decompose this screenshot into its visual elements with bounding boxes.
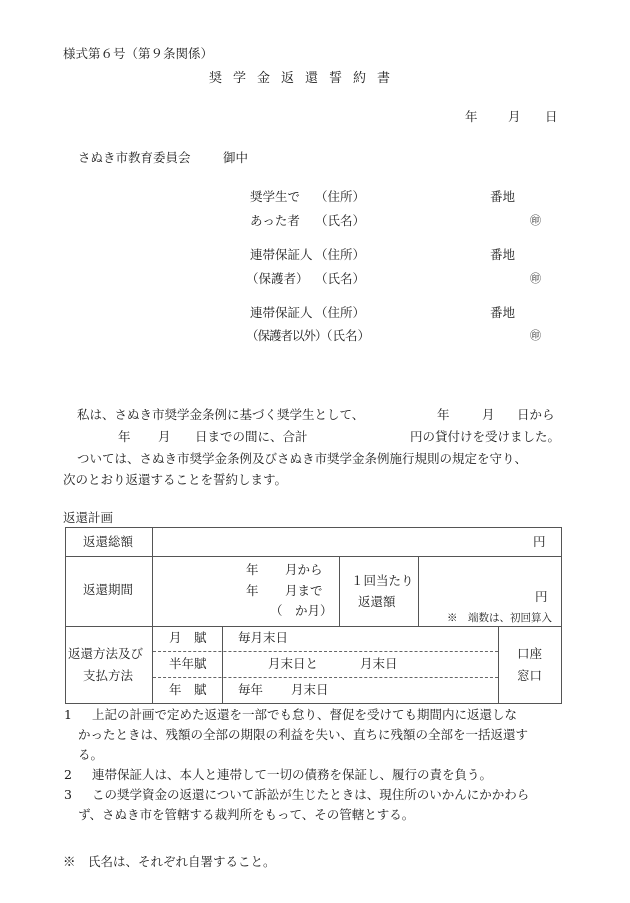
table-border-right <box>561 527 562 704</box>
date-day-label: 日 <box>545 109 558 124</box>
name-label: （氏名） <box>320 328 371 343</box>
freq-semiannual: 半年賦 <box>169 656 207 671</box>
body-line-4: 次のとおり返還することを誓約します。 <box>63 472 288 487</box>
channel-counter: 窓口 <box>517 668 543 683</box>
body-line-2-month: 月 <box>158 429 171 444</box>
clause-1-line-1: 上記の計画で定めた返還を一部でも怠り、督促を受けても期間内に返還しな <box>92 707 518 722</box>
schedule-annual-a: 毎年 <box>238 682 264 697</box>
period-from-month: 月から <box>285 562 323 577</box>
footnote: ※ 氏名は、それぞれ自署すること。 <box>63 854 276 869</box>
role-label-2: （保護者） <box>246 271 309 286</box>
address-label: （住所） <box>315 189 366 204</box>
clause-3-line-1: この奨学資金の返還について訴訟が生じたときは、現住所のいかんにかかわら <box>92 787 530 802</box>
freq-monthly: 月 賦 <box>169 630 207 645</box>
per-payment-label: １回当たり <box>351 573 414 588</box>
table-border-bottom <box>65 703 562 704</box>
dashed-divider <box>153 651 498 652</box>
body-line-2-year: 年 <box>118 429 131 444</box>
clause-number: 2 <box>64 767 72 782</box>
address-suffix: 番地 <box>490 189 516 204</box>
clause-number: 3 <box>64 787 72 802</box>
dashed-divider <box>153 677 498 678</box>
addressee-honorific: 御中 <box>223 150 249 165</box>
body-line-1-month: 月 <box>482 407 495 422</box>
address-label: （住所） <box>315 305 366 320</box>
col-divider <box>418 556 419 626</box>
role-label: 連帯保証人 <box>250 247 313 262</box>
role-label: 奨学生で <box>250 189 301 204</box>
form-number: 様式第６号（第９条関係） <box>63 46 214 61</box>
clause-3-line-2: ず、さぬき市を管轄する裁判所をもって、その管轄とする。 <box>78 807 415 822</box>
per-payment-unit: 円 <box>535 589 548 604</box>
address-suffix: 番地 <box>490 247 516 262</box>
addressee-name: さぬき市教育委員会 <box>78 150 191 165</box>
schedule-monthly: 毎月末日 <box>238 630 289 645</box>
body-line-2-end: 円の貸付けを受けました。 <box>410 429 561 444</box>
body-line-2: 日までの間に、合計 <box>195 429 308 444</box>
period-from-year: 年 <box>246 562 259 577</box>
row-divider <box>65 556 562 557</box>
seal-mark-icon: ㊞ <box>530 272 541 285</box>
address-label: （住所） <box>315 247 366 262</box>
plan-heading: 返還計画 <box>63 510 114 525</box>
rounding-note: ※ 端数は、初回算入 <box>447 612 552 624</box>
clause-1-line-2: かったときは、残額の全部の期限の利益を失い、直ちに残額の全部を一括返還す <box>78 727 529 742</box>
col-divider <box>498 626 499 703</box>
channel-account: 口座 <box>517 646 543 661</box>
body-line-1: 私は、さぬき市奨学金条例に基づく奨学生として、 <box>77 407 365 422</box>
body-line-1-day: 日から <box>517 407 555 422</box>
schedule-semiannual-b: 月末日 <box>360 656 398 671</box>
clause-1-line-3: る。 <box>78 747 104 762</box>
role-label-2: （保護者以外） <box>246 328 327 343</box>
seal-mark-icon: ㊞ <box>530 329 541 342</box>
name-label: （氏名） <box>315 271 366 286</box>
body-line-1-year: 年 <box>437 407 450 422</box>
role-label: 連帯保証人 <box>250 305 313 320</box>
freq-annual: 年 賦 <box>169 682 207 697</box>
body-line-3: ついては、さぬき市奨学金条例及びさぬき市奨学金条例施行規則の規定を守り、 <box>77 451 528 466</box>
table-border-top <box>65 527 562 528</box>
col-divider <box>222 626 223 703</box>
period-months: （ か月） <box>270 603 333 618</box>
schedule-annual-b: 月末日 <box>291 682 329 697</box>
schedule-semiannual-a: 月末日と <box>268 656 319 671</box>
name-label: （氏名） <box>315 213 366 228</box>
period-label: 返還期間 <box>83 582 134 597</box>
document-title: 奨学金返還誓約書 <box>209 71 402 86</box>
address-suffix: 番地 <box>490 305 516 320</box>
method-label: 返還方法及び <box>68 646 144 661</box>
total-label: 返還総額 <box>83 534 134 549</box>
clause-number: 1 <box>64 707 72 722</box>
seal-mark-icon: ㊞ <box>530 214 541 227</box>
table-border-left <box>65 527 66 704</box>
date-month-label: 月 <box>508 109 521 124</box>
clause-2-line-1: 連帯保証人は、本人と連帯して一切の債務を保証し、履行の責を負う。 <box>92 767 493 782</box>
col-divider <box>339 556 340 626</box>
role-label-2: あった者 <box>250 213 300 228</box>
row-divider <box>65 626 562 627</box>
per-payment-label-2: 返還額 <box>358 594 396 609</box>
total-unit: 円 <box>533 534 546 549</box>
period-to-year: 年 <box>246 583 259 598</box>
period-to-month: 月まで <box>285 583 323 598</box>
date-year-label: 年 <box>465 109 478 124</box>
method-label-2: 支払方法 <box>83 668 134 683</box>
